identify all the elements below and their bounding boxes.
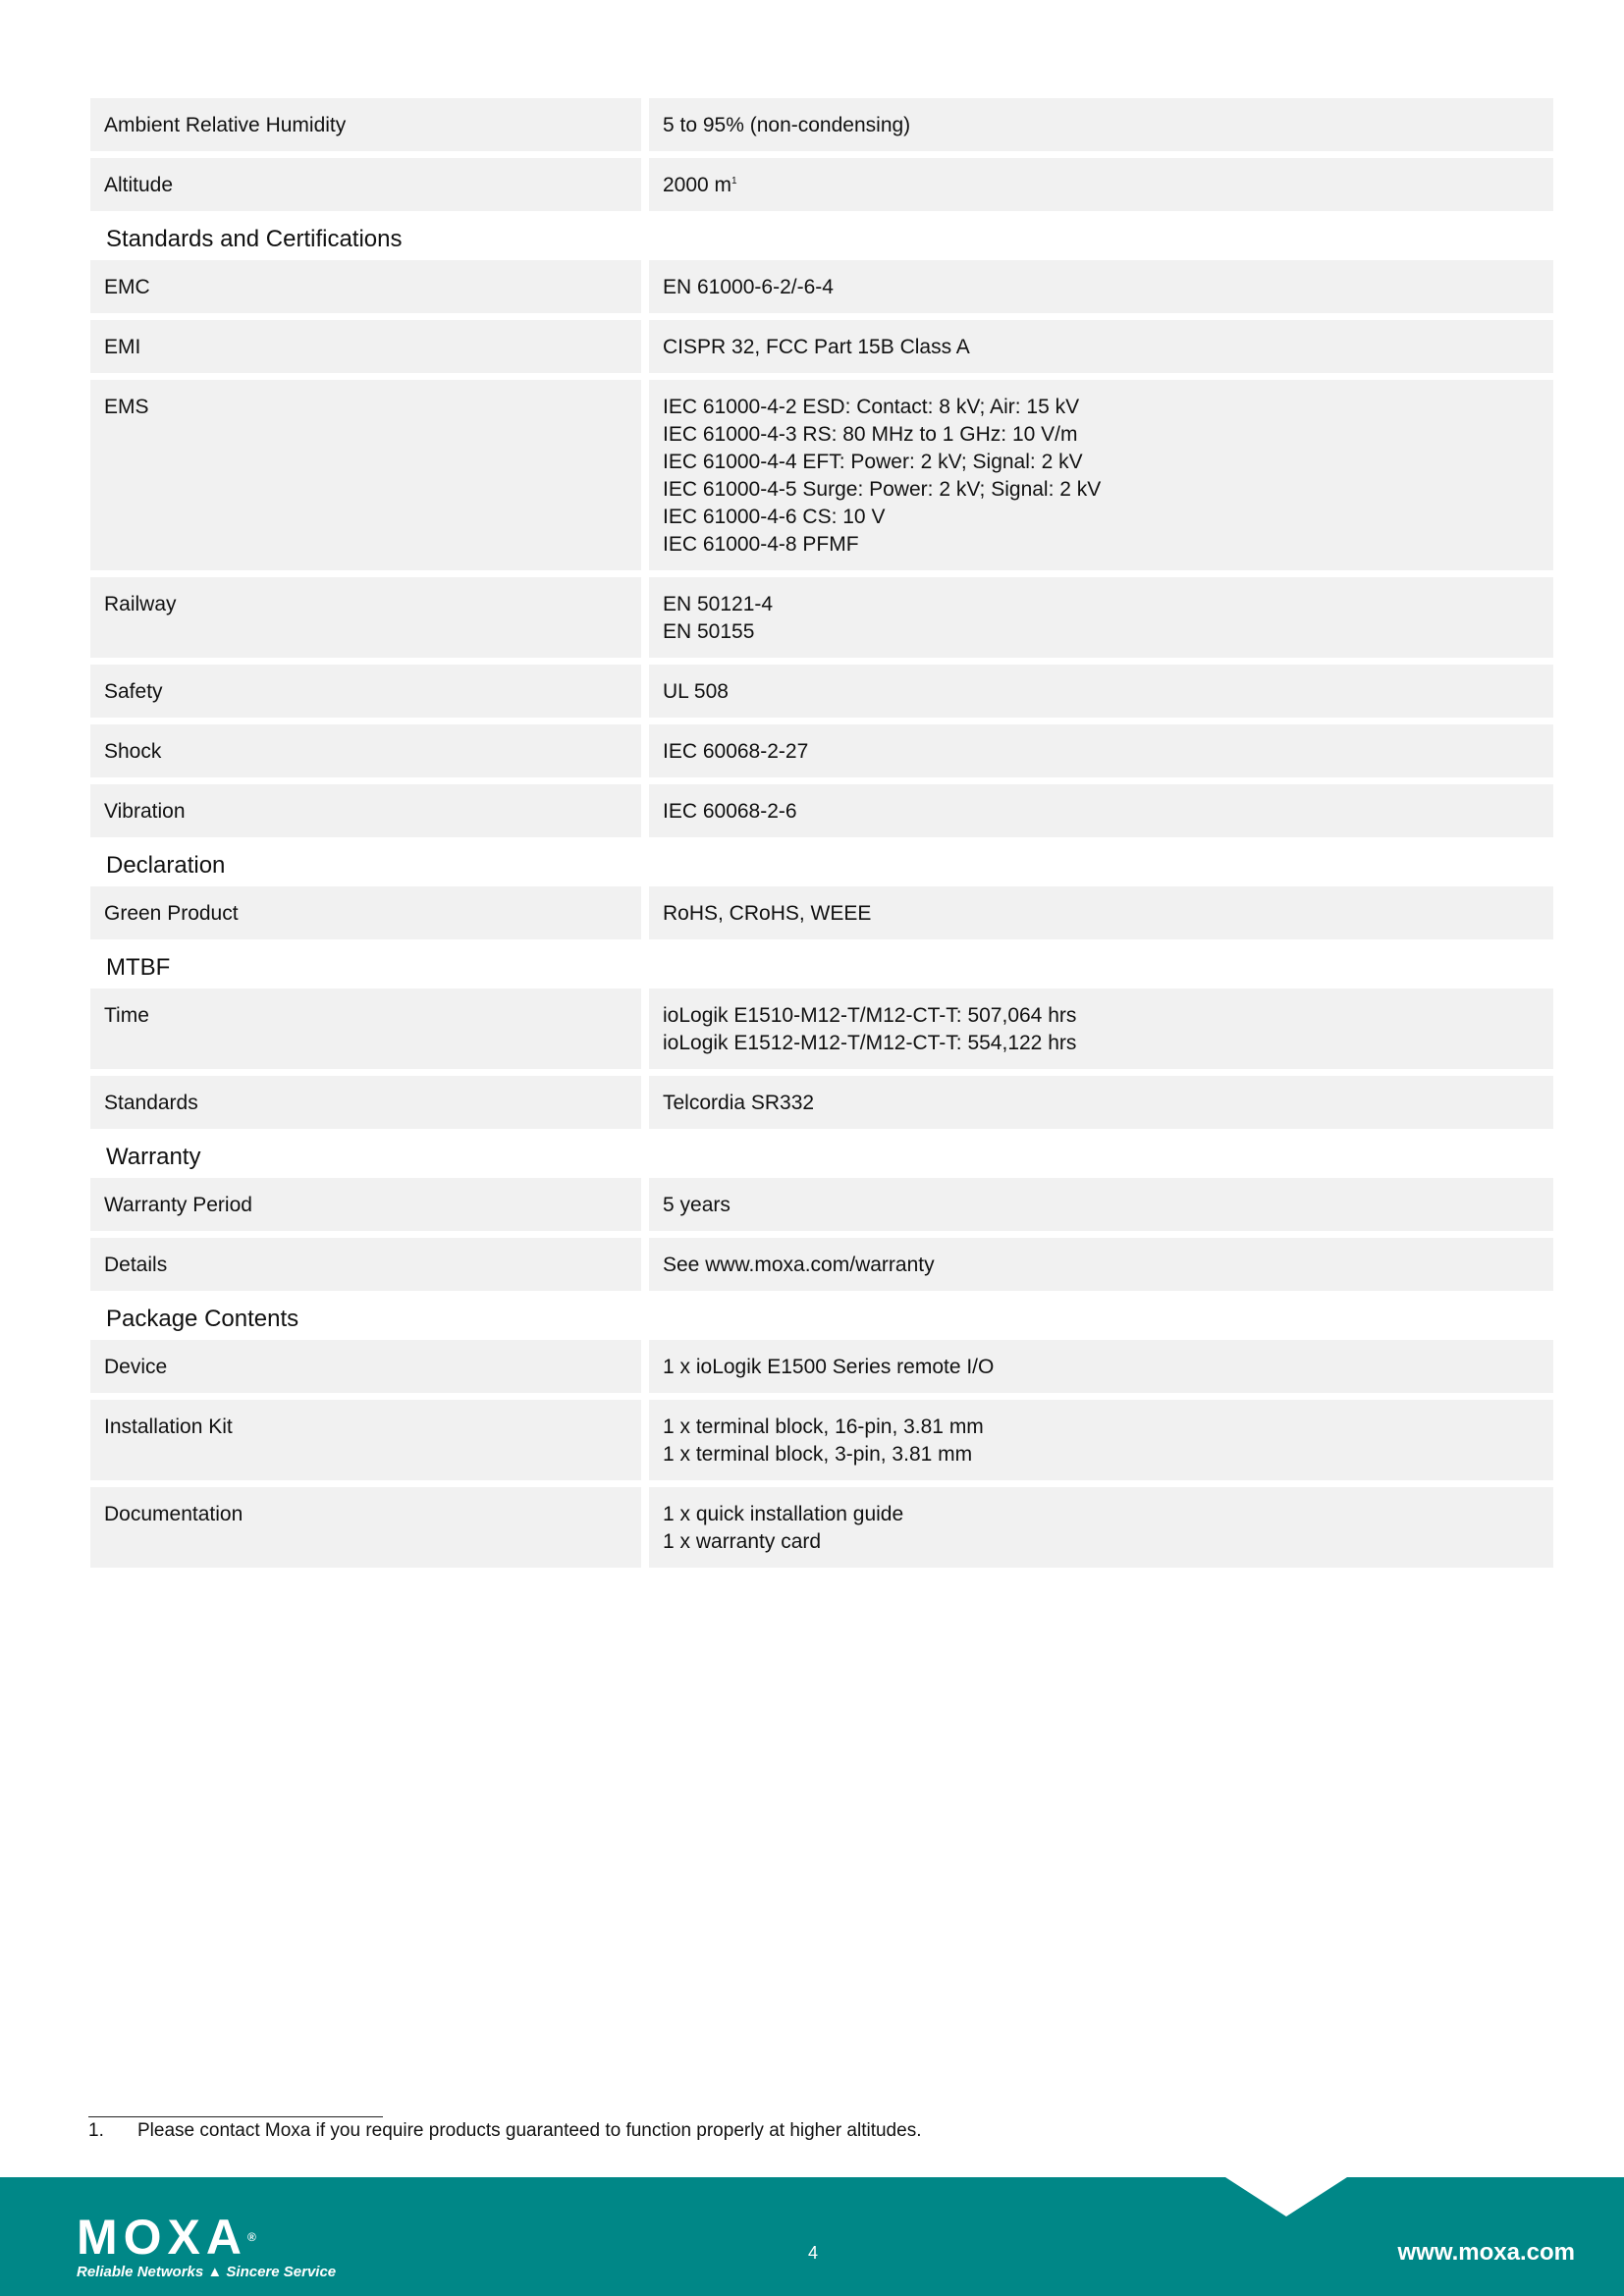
spec-value-text: See www.moxa.com/warranty <box>663 1254 935 1276</box>
spec-value-line <box>663 738 1540 766</box>
spec-value-line <box>663 1192 1540 1219</box>
spec-label: Standards <box>90 1076 641 1129</box>
spec-value-text: ioLogik E1510-M12-T/M12-CT-T: 507,064 hrs <box>663 1004 1077 1027</box>
spec-row <box>90 1076 1553 1129</box>
spec-value-text: 1 x terminal block, 3-pin, 3.81 mm <box>663 1443 973 1466</box>
spec-value-line <box>663 112 1540 139</box>
spec-label: Shock <box>90 724 641 777</box>
spec-row <box>90 784 1553 837</box>
spec-value-line <box>663 678 1540 706</box>
spec-row <box>90 98 1553 151</box>
spec-value-text: EN 50155 <box>663 620 755 643</box>
footnote-reference: 1 <box>731 176 737 187</box>
spec-value-text: 2000 m <box>663 174 732 196</box>
spec-value-text: IEC 61000-4-5 Surge: Power: 2 kV; Signal: 2 kV <box>663 478 1102 501</box>
spec-value <box>649 665 1553 718</box>
spec-value-line <box>663 394 1540 421</box>
spec-value-line <box>663 1030 1540 1057</box>
spec-value-line <box>663 1441 1540 1468</box>
spec-label: Time <box>90 988 641 1069</box>
spec-value-text: UL 508 <box>663 680 729 703</box>
spec-label: EMS <box>90 380 641 570</box>
spec-label: Green Product <box>90 886 641 939</box>
footnote-text: Please contact Moxa if you require products guaranteed to function properly at higher altitudes. <box>137 2120 922 2141</box>
spec-value-text: Telcordia SR332 <box>663 1092 815 1114</box>
spec-value-text: IEC 61000-4-4 EFT: Power: 2 kV; Signal: 2 kV <box>663 451 1083 473</box>
spec-value-text: 1 x warranty card <box>663 1530 822 1553</box>
logo-tagline: Reliable Networks ▲ Sincere Service <box>77 2264 337 2280</box>
spec-value <box>649 724 1553 777</box>
spec-value-line <box>663 531 1540 559</box>
spec-value-text: IEC 61000-4-6 CS: 10 V <box>663 506 886 528</box>
spec-value-line <box>663 476 1540 504</box>
spec-row <box>90 320 1553 373</box>
spec-label: Ambient Relative Humidity <box>90 98 641 151</box>
spec-label: Details <box>90 1238 641 1291</box>
footnote <box>88 2120 921 2142</box>
spec-value-line <box>663 504 1540 531</box>
spec-row <box>90 260 1553 313</box>
spec-value-line <box>663 618 1540 646</box>
spec-value <box>649 1238 1553 1291</box>
spec-value-text: 1 x quick installation guide <box>663 1503 904 1525</box>
footnote-number: 1. <box>88 2120 104 2141</box>
spec-value-text: IEC 60068-2-6 <box>663 800 797 823</box>
spec-value <box>649 1400 1553 1480</box>
spec-value-text: IEC 61000-4-2 ESD: Contact: 8 kV; Air: 15 kV <box>663 396 1080 418</box>
spec-value <box>649 577 1553 658</box>
spec-label: EMC <box>90 260 641 313</box>
spec-table <box>90 98 1553 1575</box>
spec-value <box>649 1178 1553 1231</box>
spec-value-line <box>663 798 1540 826</box>
spec-value-text: IEC 61000-4-8 PFMF <box>663 533 859 556</box>
spec-value-text: 5 years <box>663 1194 731 1216</box>
spec-value-text: 1 x terminal block, 16-pin, 3.81 mm <box>663 1415 984 1438</box>
spec-label: Safety <box>90 665 641 718</box>
spec-value-line <box>663 1252 1540 1279</box>
spec-label: Warranty Period <box>90 1178 641 1231</box>
spec-value-line <box>663 449 1540 476</box>
spec-row <box>90 886 1553 939</box>
spec-value-line <box>663 1501 1540 1528</box>
spec-row <box>90 1238 1553 1291</box>
spec-value <box>649 98 1553 151</box>
registered-mark: ® <box>247 2230 256 2244</box>
logo-wordmark: MOXA <box>77 2210 247 2265</box>
spec-label: Altitude <box>90 158 641 211</box>
website-link[interactable]: www.moxa.com <box>1397 2239 1575 2266</box>
spec-value-line <box>663 1002 1540 1030</box>
spec-value-text: CISPR 32, FCC Part 15B Class A <box>663 336 970 358</box>
spec-row <box>90 724 1553 777</box>
spec-value-text: EN 50121-4 <box>663 593 774 615</box>
spec-row <box>90 665 1553 718</box>
spec-value <box>649 380 1553 570</box>
spec-value <box>649 260 1553 313</box>
spec-value-line <box>663 591 1540 618</box>
spec-label: Documentation <box>90 1487 641 1568</box>
spec-value <box>649 784 1553 837</box>
spec-value-text: 5 to 95% (non-condensing) <box>663 114 911 136</box>
spec-value-text: ioLogik E1512-M12-T/M12-CT-T: 554,122 hrs <box>663 1032 1077 1054</box>
spec-value-text: EN 61000-6-2/-6-4 <box>663 276 834 298</box>
spec-value-line <box>663 1090 1540 1117</box>
spec-value <box>649 158 1553 211</box>
spec-label: EMI <box>90 320 641 373</box>
spec-value-line <box>663 1354 1540 1381</box>
moxa-logo <box>77 2210 337 2280</box>
footer-notch <box>1225 2177 1347 2216</box>
spec-value-text: IEC 61000-4-3 RS: 80 MHz to 1 GHz: 10 V/m <box>663 423 1078 446</box>
spec-value-text: 1 x ioLogik E1500 Series remote I/O <box>663 1356 995 1378</box>
spec-value-line <box>663 334 1540 361</box>
section-title: Declaration <box>106 852 226 879</box>
spec-row <box>90 1400 1553 1480</box>
section-title: Package Contents <box>106 1306 299 1332</box>
spec-value-line <box>663 172 1540 199</box>
section-title: Standards and Certifications <box>106 226 403 252</box>
spec-value-line <box>663 1414 1540 1441</box>
spec-row <box>90 577 1553 658</box>
spec-value <box>649 886 1553 939</box>
spec-row <box>90 988 1553 1069</box>
spec-value-text: RoHS, CRoHS, WEEE <box>663 902 872 925</box>
spec-value <box>649 988 1553 1069</box>
spec-value <box>649 320 1553 373</box>
spec-value-line <box>663 274 1540 301</box>
spec-value <box>649 1487 1553 1568</box>
spec-label: Railway <box>90 577 641 658</box>
spec-row <box>90 380 1553 570</box>
spec-value-line <box>663 421 1540 449</box>
spec-label: Vibration <box>90 784 641 837</box>
footnote-divider <box>88 2116 383 2117</box>
spec-row <box>90 158 1553 211</box>
section-title: MTBF <box>106 954 171 981</box>
spec-value-line <box>663 900 1540 928</box>
spec-row <box>90 1340 1553 1393</box>
spec-label: Device <box>90 1340 641 1393</box>
page-number: 4 <box>807 2243 818 2263</box>
spec-value-line <box>663 1528 1540 1556</box>
spec-value <box>649 1076 1553 1129</box>
spec-row <box>90 1487 1553 1568</box>
spec-value <box>649 1340 1553 1393</box>
spec-row <box>90 1178 1553 1231</box>
section-title: Warranty <box>106 1144 201 1170</box>
spec-value-text: IEC 60068-2-27 <box>663 740 809 763</box>
spec-label: Installation Kit <box>90 1400 641 1480</box>
